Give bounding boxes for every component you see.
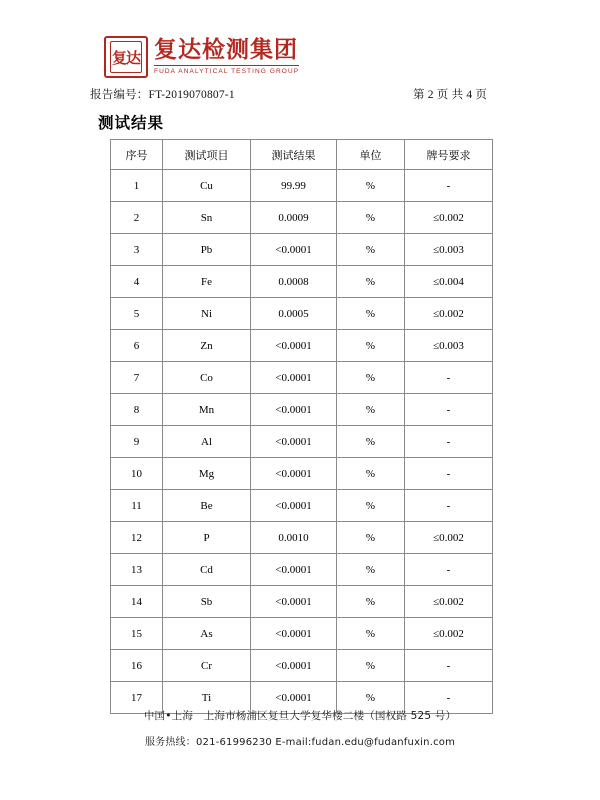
table-cell: <0.0001 — [251, 586, 337, 618]
footer-contact: 服务热线：021-61996230 E-mail:fudan.edu@fudanfuxin.com — [144, 737, 456, 748]
table-row — [111, 362, 493, 394]
table-cell: Be — [163, 490, 251, 522]
table-cell: Cu — [163, 170, 251, 202]
table-cell: % — [337, 426, 405, 458]
table-cell: <0.0001 — [251, 554, 337, 586]
table-cell: <0.0001 — [251, 234, 337, 266]
table-cell: Zn — [163, 330, 251, 362]
table-cell: 12 — [111, 522, 163, 554]
table-cell: <0.0001 — [251, 330, 337, 362]
table-cell: - — [405, 426, 493, 458]
table-cell: - — [405, 362, 493, 394]
table-cell: % — [337, 362, 405, 394]
table-cell: <0.0001 — [251, 394, 337, 426]
table-cell: - — [405, 394, 493, 426]
column-header: 序号 — [111, 140, 163, 170]
column-header: 测试结果 — [251, 140, 337, 170]
table-cell: <0.0001 — [251, 490, 337, 522]
table-cell: 1 — [111, 170, 163, 202]
table-cell: <0.0001 — [251, 458, 337, 490]
table-cell: 7 — [111, 362, 163, 394]
table-cell: - — [405, 650, 493, 682]
company-name-en: FUDA ANALYTICAL TESTING GROUP — [154, 65, 299, 75]
company-name-cn: 复达检测集团 — [154, 37, 298, 63]
table-cell: Mn — [163, 394, 251, 426]
table-cell: 16 — [111, 650, 163, 682]
table-row — [111, 650, 493, 682]
table-cell: 17 — [111, 682, 163, 714]
table-cell: % — [337, 586, 405, 618]
table-cell: <0.0001 — [251, 682, 337, 714]
table-row — [111, 554, 493, 586]
report-number: 报告编号：FT-2019070807-1 — [90, 89, 235, 101]
table-cell: - — [405, 682, 493, 714]
table-cell: % — [337, 522, 405, 554]
table-cell: % — [337, 266, 405, 298]
table-cell: - — [405, 458, 493, 490]
table-cell: % — [337, 298, 405, 330]
page-number: 第 2 页 共 4 页 — [413, 89, 488, 101]
table-cell: 99.99 — [251, 170, 337, 202]
table-cell: % — [337, 394, 405, 426]
table-cell: % — [337, 554, 405, 586]
table-cell: 0.0008 — [251, 266, 337, 298]
table-cell: Ti — [163, 682, 251, 714]
column-header: 牌号要求 — [405, 140, 493, 170]
footer-address: 中国•上海 上海市杨浦区复旦大学复华楼二楼（国权路 525 号） — [143, 710, 457, 722]
table-cell: Mg — [163, 458, 251, 490]
table-cell: - — [405, 490, 493, 522]
table-cell: 8 — [111, 394, 163, 426]
table-row — [111, 202, 493, 234]
table-cell: % — [337, 458, 405, 490]
page-footer — [0, 708, 600, 748]
table-cell: % — [337, 170, 405, 202]
logo-text — [154, 36, 299, 75]
table-cell: Cd — [163, 554, 251, 586]
table-cell: Ni — [163, 298, 251, 330]
table-cell: Pb — [163, 234, 251, 266]
page-title: 测试结果 — [98, 114, 165, 132]
table-cell: % — [337, 490, 405, 522]
table-cell: Al — [163, 426, 251, 458]
table-cell: 6 — [111, 330, 163, 362]
table-row — [111, 330, 493, 362]
table-cell: 14 — [111, 586, 163, 618]
table-row — [111, 458, 493, 490]
column-header: 测试项目 — [163, 140, 251, 170]
table-cell: 0.0005 — [251, 298, 337, 330]
table-cell: - — [405, 170, 493, 202]
table-cell: % — [337, 650, 405, 682]
table-cell: ≤0.002 — [405, 202, 493, 234]
table-cell: ≤0.002 — [405, 618, 493, 650]
table-cell: 11 — [111, 490, 163, 522]
table-cell: Sb — [163, 586, 251, 618]
table-cell: ≤0.003 — [405, 234, 493, 266]
table-cell: 3 — [111, 234, 163, 266]
table-row — [111, 298, 493, 330]
table-row — [111, 266, 493, 298]
table-cell: - — [405, 554, 493, 586]
table-cell: 10 — [111, 458, 163, 490]
table-row — [111, 394, 493, 426]
table-cell: <0.0001 — [251, 618, 337, 650]
table-row — [111, 586, 493, 618]
table-cell: ≤0.002 — [405, 586, 493, 618]
table-cell: As — [163, 618, 251, 650]
table-cell: 5 — [111, 298, 163, 330]
table-cell: Fe — [163, 266, 251, 298]
table-cell: 2 — [111, 202, 163, 234]
table-cell: % — [337, 682, 405, 714]
table-cell: 0.0009 — [251, 202, 337, 234]
table-cell: % — [337, 618, 405, 650]
table-cell: ≤0.002 — [405, 522, 493, 554]
table-cell: P — [163, 522, 251, 554]
table-cell: % — [337, 234, 405, 266]
table-cell: 15 — [111, 618, 163, 650]
table-row — [111, 234, 493, 266]
table-cell: <0.0001 — [251, 362, 337, 394]
results-table-body — [111, 170, 493, 714]
table-cell: % — [337, 202, 405, 234]
table-cell: Cr — [163, 650, 251, 682]
table-cell: <0.0001 — [251, 426, 337, 458]
table-cell: ≤0.002 — [405, 298, 493, 330]
table-cell: Sn — [163, 202, 251, 234]
table-cell: 13 — [111, 554, 163, 586]
table-row — [111, 522, 493, 554]
table-row — [111, 426, 493, 458]
table-cell: Co — [163, 362, 251, 394]
table-cell: % — [337, 330, 405, 362]
results-table-wrapper — [110, 139, 492, 714]
table-header-row — [111, 140, 493, 170]
table-cell: ≤0.004 — [405, 266, 493, 298]
table-cell: 0.0010 — [251, 522, 337, 554]
table-row — [111, 618, 493, 650]
column-header: 单位 — [337, 140, 405, 170]
table-row — [111, 170, 493, 202]
table-cell: 4 — [111, 266, 163, 298]
table-cell: 9 — [111, 426, 163, 458]
seal-icon-text: 复达 — [110, 41, 142, 73]
table-cell: ≤0.003 — [405, 330, 493, 362]
company-logo — [104, 36, 299, 78]
table-cell: <0.0001 — [251, 650, 337, 682]
table-row — [111, 490, 493, 522]
seal-icon — [104, 36, 148, 78]
results-table — [110, 139, 493, 714]
